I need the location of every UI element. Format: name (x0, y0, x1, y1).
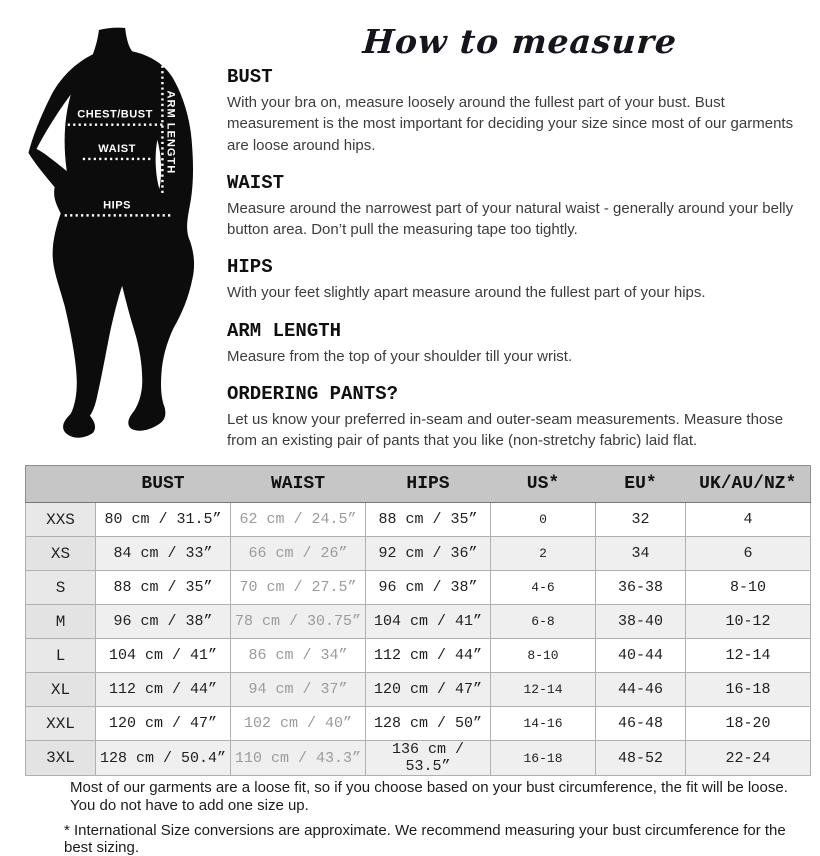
eu-cell: 48-52 (596, 741, 686, 776)
hips-cell: 112 cm / 44” (366, 639, 491, 673)
table-row (26, 571, 811, 605)
uk-cell: 10-12 (686, 605, 811, 639)
bust-cell: 80 cm / 31.5” (96, 503, 231, 537)
size-cell: 3XL (26, 741, 96, 776)
header-size (26, 466, 96, 503)
eu-cell: 36-38 (596, 571, 686, 605)
us-cell: 6-8 (491, 605, 596, 639)
hips-cell: 128 cm / 50” (366, 707, 491, 741)
section-body-hips: With your feet slightly apart measure around the fullest part of your hips. (227, 284, 706, 302)
arm-length-label: ARM LENGTH (164, 90, 177, 175)
us-cell: 2 (491, 537, 596, 571)
us-cell: 12-14 (491, 673, 596, 707)
bust-cell: 84 cm / 33” (96, 537, 231, 571)
uk-cell: 22-24 (686, 741, 811, 776)
instructions (227, 66, 815, 468)
size-cell: M (26, 605, 96, 639)
header-waist: WAIST (231, 466, 366, 503)
table-row (26, 639, 811, 673)
uk-cell: 6 (686, 537, 811, 571)
hips-cell: 92 cm / 36” (366, 537, 491, 571)
header-bust: BUST (96, 466, 231, 503)
bust-cell: 88 cm / 35” (96, 571, 231, 605)
table-row (26, 537, 811, 571)
waist-cell: 62 cm / 24.5” (231, 503, 366, 537)
section-body-bust: With your bra on, measure loosely around the fullest part of your bust. Bust measurement is the most important for deciding your size since most of our garments are loose around hips. (227, 94, 794, 154)
section-bust (227, 66, 815, 156)
section-waist (227, 172, 815, 241)
eu-cell: 38-40 (596, 605, 686, 639)
table-row (26, 673, 811, 707)
eu-cell: 40-44 (596, 639, 686, 673)
fit-note-line1: Most of our garments are a loose fit, so if you choose based on your bust circumference, the fit will be loose. (70, 779, 788, 796)
table-header-row (26, 466, 811, 503)
table-row (26, 605, 811, 639)
size-cell: XL (26, 673, 96, 707)
section-body-waist: Measure around the narrowest part of your natural waist - generally around your belly button area. Don’t pull the measuring tape too tightly. (227, 199, 794, 239)
section-ordering-pants (227, 383, 815, 452)
page-title: How to measure (361, 22, 679, 61)
section-body-ordering-pants: Let us know your preferred in-seam and outer-seam measurements. Measure those from an existing pair of pants that you like (non-stretchy fabric) laid flat. (227, 411, 784, 450)
hips-cell: 136 cm / 53.5” (366, 741, 491, 776)
uk-cell: 18-20 (686, 707, 811, 741)
hips-label: HIPS (103, 199, 132, 212)
table-row (26, 707, 811, 741)
waist-cell: 110 cm / 43.3” (231, 741, 366, 776)
uk-cell: 8-10 (686, 571, 811, 605)
hips-cell: 104 cm / 41” (366, 605, 491, 639)
us-cell: 0 (491, 503, 596, 537)
section-heading-hips: HIPS (227, 256, 273, 279)
eu-cell: 32 (596, 503, 686, 537)
us-cell: 4-6 (491, 571, 596, 605)
chest-bust-label: CHEST/BUST (77, 108, 153, 121)
uk-cell: 16-18 (686, 673, 811, 707)
us-cell: 16-18 (491, 741, 596, 776)
eu-cell: 34 (596, 537, 686, 571)
size-conversion-table (25, 465, 811, 776)
header-hips: HIPS (366, 466, 491, 503)
hips-cell: 96 cm / 38” (366, 571, 491, 605)
table-row (26, 503, 811, 537)
header-eu: EU* (596, 466, 686, 503)
section-heading-bust: BUST (227, 66, 273, 88)
waist-cell: 78 cm / 30.75” (231, 605, 366, 639)
bust-cell: 120 cm / 47” (96, 707, 231, 741)
uk-cell: 12-14 (686, 639, 811, 673)
uk-cell: 4 (686, 503, 811, 537)
section-heading-waist: WAIST (227, 171, 285, 194)
bust-cell: 128 cm / 50.4” (96, 741, 231, 776)
bust-cell: 104 cm / 41” (96, 639, 231, 673)
us-cell: 8-10 (491, 639, 596, 673)
waist-cell: 66 cm / 26” (231, 537, 366, 571)
bust-cell: 112 cm / 44” (96, 673, 231, 707)
hips-cell: 120 cm / 47” (366, 673, 491, 707)
section-heading-ordering-pants: ORDERING PANTS? (227, 383, 399, 406)
measurement-figure (13, 24, 197, 442)
waist-cell: 102 cm / 40” (231, 707, 366, 741)
section-arm-length (227, 320, 815, 367)
size-cell: L (26, 639, 96, 673)
eu-cell: 44-46 (596, 673, 686, 707)
waist-cell: 86 cm / 34” (231, 639, 366, 673)
table-row (26, 741, 811, 776)
waist-cell: 94 cm / 37” (231, 673, 366, 707)
header-uk-au-nz: UK/AU/NZ* (686, 466, 811, 503)
fit-note (70, 779, 810, 814)
bust-cell: 96 cm / 38” (96, 605, 231, 639)
waist-label: WAIST (98, 142, 136, 155)
section-heading-arm-length: ARM LENGTH (227, 319, 342, 342)
body-silhouette-illustration (13, 24, 197, 442)
size-cell: XXL (26, 707, 96, 741)
size-cell: XXS (26, 503, 96, 537)
fit-note-line2: You do not have to add one size up. (70, 796, 309, 814)
conversion-disclaimer: * International Size conversions are approximate. We recommend measuring your bust circumference for the best sizing. (64, 822, 786, 856)
silhouette-shape (28, 28, 194, 438)
header-us: US* (491, 466, 596, 503)
waist-cell: 70 cm / 27.5” (231, 571, 366, 605)
size-cell: S (26, 571, 96, 605)
section-hips (227, 256, 815, 303)
size-cell: XS (26, 537, 96, 571)
us-cell: 14-16 (491, 707, 596, 741)
hips-cell: 88 cm / 35” (366, 503, 491, 537)
eu-cell: 46-48 (596, 707, 686, 741)
section-body-arm-length: Measure from the top of your shoulder till your wrist. (227, 347, 573, 365)
